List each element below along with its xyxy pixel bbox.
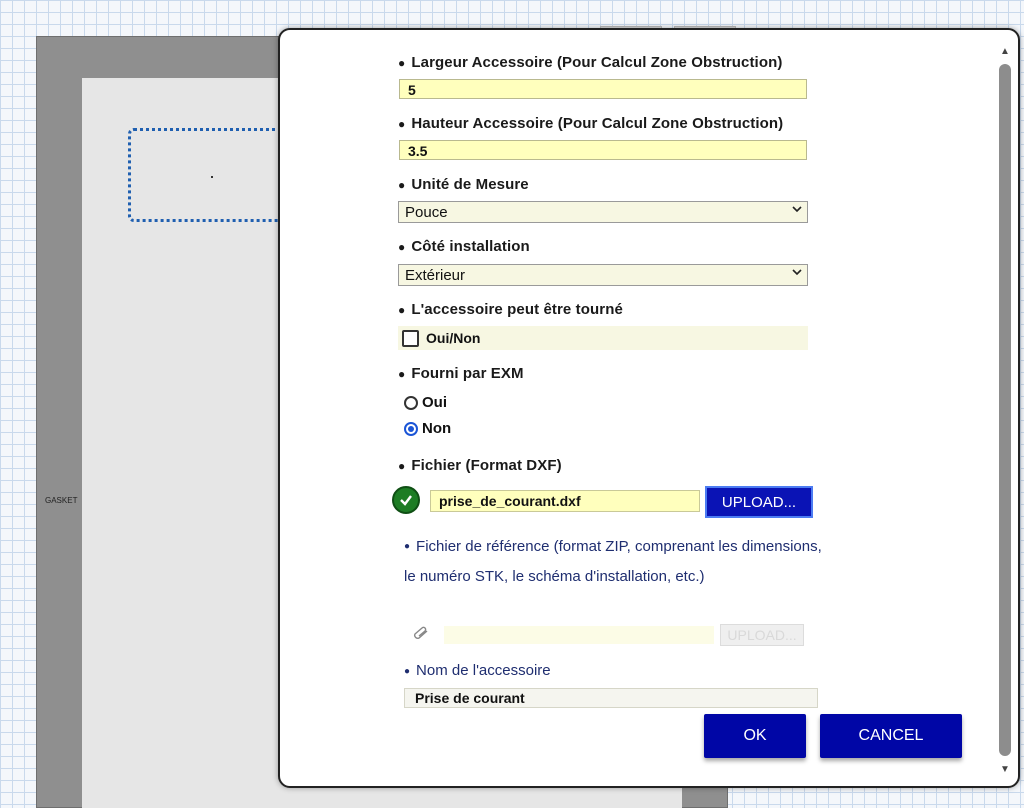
check-icon — [392, 486, 420, 514]
unite-label — [398, 176, 529, 193]
bullet-icon: ● — [404, 541, 411, 553]
hauteur-input[interactable]: 3.5 — [399, 140, 807, 160]
dxf-file-name: prise_de_courant.dxf — [430, 490, 700, 512]
reference-upload-button[interactable]: UPLOAD... — [720, 624, 804, 646]
ok-button[interactable]: OK — [704, 714, 806, 758]
unite-label-text: Unité de Mesure — [411, 176, 529, 193]
accessory-dialog — [278, 28, 1020, 788]
accessory-center-point — [211, 176, 213, 178]
cancel-button[interactable]: CANCEL — [820, 714, 962, 758]
radio-oui-label: Oui — [422, 394, 447, 411]
cote-label — [398, 238, 530, 255]
fichier-label — [398, 457, 562, 474]
bullet-icon: ● — [398, 178, 406, 193]
bullet-icon: ● — [398, 117, 406, 132]
radio-oui[interactable] — [404, 396, 418, 410]
dxf-upload-button[interactable]: UPLOAD... — [705, 486, 813, 518]
bullet-icon: ● — [398, 303, 406, 318]
bullet-icon: ● — [404, 665, 411, 677]
nom-label — [404, 662, 551, 679]
fichier-label-text: Fichier (Format DXF) — [411, 457, 562, 474]
tourne-checkbox-row[interactable] — [398, 326, 808, 350]
fourni-label — [398, 365, 524, 382]
tourne-label-text: L'accessoire peut être tourné — [411, 301, 623, 318]
fourni-label-text: Fourni par EXM — [411, 365, 524, 382]
chevron-down-icon — [791, 203, 803, 218]
radio-non[interactable] — [404, 422, 418, 436]
cote-select[interactable] — [398, 264, 808, 286]
bullet-icon: ● — [398, 367, 406, 382]
bullet-icon: ● — [398, 459, 406, 474]
bullet-icon: ● — [398, 240, 406, 255]
gasket-label: GASKET — [45, 496, 78, 505]
fourni-radio-non[interactable] — [404, 420, 451, 437]
chevron-down-icon — [791, 266, 803, 281]
scroll-thumb[interactable] — [999, 64, 1011, 756]
paperclip-icon — [413, 626, 431, 640]
scroll-up-icon[interactable]: ▲ — [1000, 45, 1010, 57]
dialog-scrollbar[interactable] — [996, 40, 1014, 780]
reference-label — [404, 532, 834, 592]
reference-label-text: Fichier de référence (format ZIP, comprenant les dimensions, le numéro STK, le schéma d'installation, etc.) — [404, 538, 822, 586]
fourni-radio-oui[interactable] — [404, 394, 447, 411]
nom-input[interactable]: Prise de courant — [404, 688, 818, 708]
tourne-label — [398, 301, 623, 318]
largeur-input[interactable]: 5 — [399, 79, 807, 99]
hauteur-label-text: Hauteur Accessoire (Pour Calcul Zone Obstruction) — [411, 115, 784, 132]
nom-label-text: Nom de l'accessoire — [416, 662, 551, 679]
bullet-icon: ● — [398, 56, 406, 71]
reference-file-input — [444, 626, 714, 644]
largeur-label-text: Largeur Accessoire (Pour Calcul Zone Obstruction) — [411, 54, 783, 71]
radio-non-label: Non — [422, 420, 452, 437]
hauteur-label — [398, 115, 783, 132]
unite-select-value: Pouce — [405, 204, 448, 221]
tourne-checkbox-label: Oui/Non — [426, 330, 481, 346]
cote-label-text: Côté installation — [411, 238, 530, 255]
cote-select-value: Extérieur — [405, 267, 466, 284]
tourne-checkbox[interactable] — [402, 330, 419, 347]
largeur-label — [398, 54, 782, 71]
selected-accessory-outline[interactable] — [128, 128, 298, 222]
scroll-down-icon[interactable]: ▼ — [1000, 763, 1010, 775]
unite-select[interactable] — [398, 201, 808, 223]
